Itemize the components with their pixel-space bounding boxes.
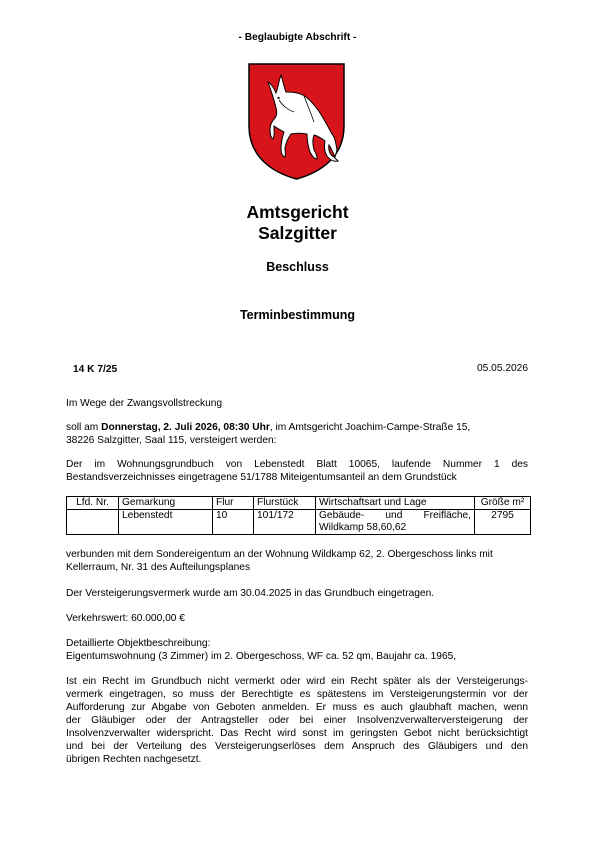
cell-lage-line2: Wildkamp 58,60,62	[319, 522, 407, 533]
col-header-lage: Wirtschaftsart und Lage	[316, 497, 475, 510]
court-name-line2: Salzgitter	[258, 223, 337, 243]
col-header-lfd: Lfd. Nr.	[67, 497, 119, 510]
rights-notice-paragraph	[66, 675, 528, 766]
cell-lage-line1: Gebäude- und Freifläche,	[319, 510, 471, 521]
file-number: 14 K 7/25	[73, 364, 118, 375]
rights-notice-line: vermerk eingetragen, so muss der Berechtigte es spätestens im Versteigerungstermin vor der	[66, 689, 528, 700]
document-date: 05.05.2026	[477, 363, 528, 374]
object-description	[66, 637, 528, 663]
auction-date-location: , im Amtsgericht Joachim-Campe-Straße 15,	[269, 422, 471, 433]
lower-saxony-horse-icon	[246, 62, 347, 181]
cell-groesse: 2795	[475, 510, 531, 535]
auction-date-bold: Donnerstag, 2. Juli 2026, 08:30 Uhr	[101, 422, 270, 433]
certified-copy-heading: - Beglaubigte Abschrift -	[238, 32, 357, 43]
document-subject: Terminbestimmung	[239, 308, 356, 322]
cell-flur: 10	[213, 510, 254, 535]
auction-date-prefix: soll am	[66, 422, 102, 433]
cell-gemarkung: Lebenstedt	[119, 510, 213, 535]
object-description-label: Detaillierte Objektbeschreibung:	[66, 638, 211, 649]
intro-paragraph: Im Wege der Zwangsvollstreckung	[66, 398, 223, 409]
condominium-line1: verbunden mit dem Sondereigentum an der Wohnung Wildkamp 62, 2. Obergeschoss links mit	[66, 549, 493, 560]
col-header-flur: Flur	[213, 497, 254, 510]
cell-flurstueck: 101/172	[254, 510, 316, 535]
land-register-paragraph	[66, 458, 528, 484]
rights-notice-last-line: übrigen Rechten nachgesetzt.	[66, 754, 202, 765]
rights-notice-line: und bei der Verteilung des Versteigerungserlöses dem Anspruch des Gläubigers und den	[66, 741, 528, 752]
col-header-groesse: Größe m²	[475, 497, 531, 510]
rights-notice-line: Aufforderung zur Abgabe von Geboten anmelden. Er muss es auch glaubhaft machen, wenn	[66, 702, 528, 713]
condominium-paragraph	[66, 548, 528, 574]
col-header-flurstueck: Flurstück	[254, 497, 316, 510]
property-table	[66, 496, 531, 535]
rights-notice-line: Insolvenzverwalter widerspricht. Das Recht wird sonst im geringsten Gebot nicht berücksichtigt	[66, 728, 528, 739]
cell-lfd	[67, 510, 119, 535]
land-register-line1: Der im Wohnungsgrundbuch von Lebenstedt Blatt 10065, laufende Nummer 1 des	[66, 459, 528, 470]
registration-note: Der Versteigerungsvermerk wurde am 30.04.2025 in das Grundbuch eingetragen.	[66, 588, 435, 599]
rights-notice-line: der Gläubiger oder der Antragsteller oder bei einer Insolvenzverwalterversteigerung der	[66, 715, 528, 726]
rights-notice-line: Ist ein Recht im Grundbuch nicht vermerkt oder wird ein Recht später als der Versteigerungs-	[66, 676, 528, 687]
document-type: Beschluss	[266, 260, 329, 274]
col-header-gemarkung: Gemarkung	[119, 497, 213, 510]
land-register-line2: Bestandsverzeichnisses eingetragene 51/1788 Miteigentumsanteil an dem Grundstück	[66, 472, 457, 483]
object-description-text: Eigentumswohnung (3 Zimmer) im 2. Obergeschoss, WF ca. 52 qm, Baujahr ca. 1965,	[66, 651, 457, 662]
cell-lage	[316, 510, 475, 535]
auction-date-paragraph	[66, 421, 528, 447]
market-value: Verkehrswert: 60.000,00 €	[66, 613, 185, 624]
auction-address: 38226 Salzgitter, Saal 115, versteigert werden:	[66, 435, 277, 446]
court-name-line1: Amtsgericht	[246, 202, 349, 222]
condominium-line2: Kellerraum, Nr. 31 des Aufteilungsplanes	[66, 562, 251, 573]
table-header-row	[67, 497, 531, 510]
table-row	[67, 510, 531, 535]
